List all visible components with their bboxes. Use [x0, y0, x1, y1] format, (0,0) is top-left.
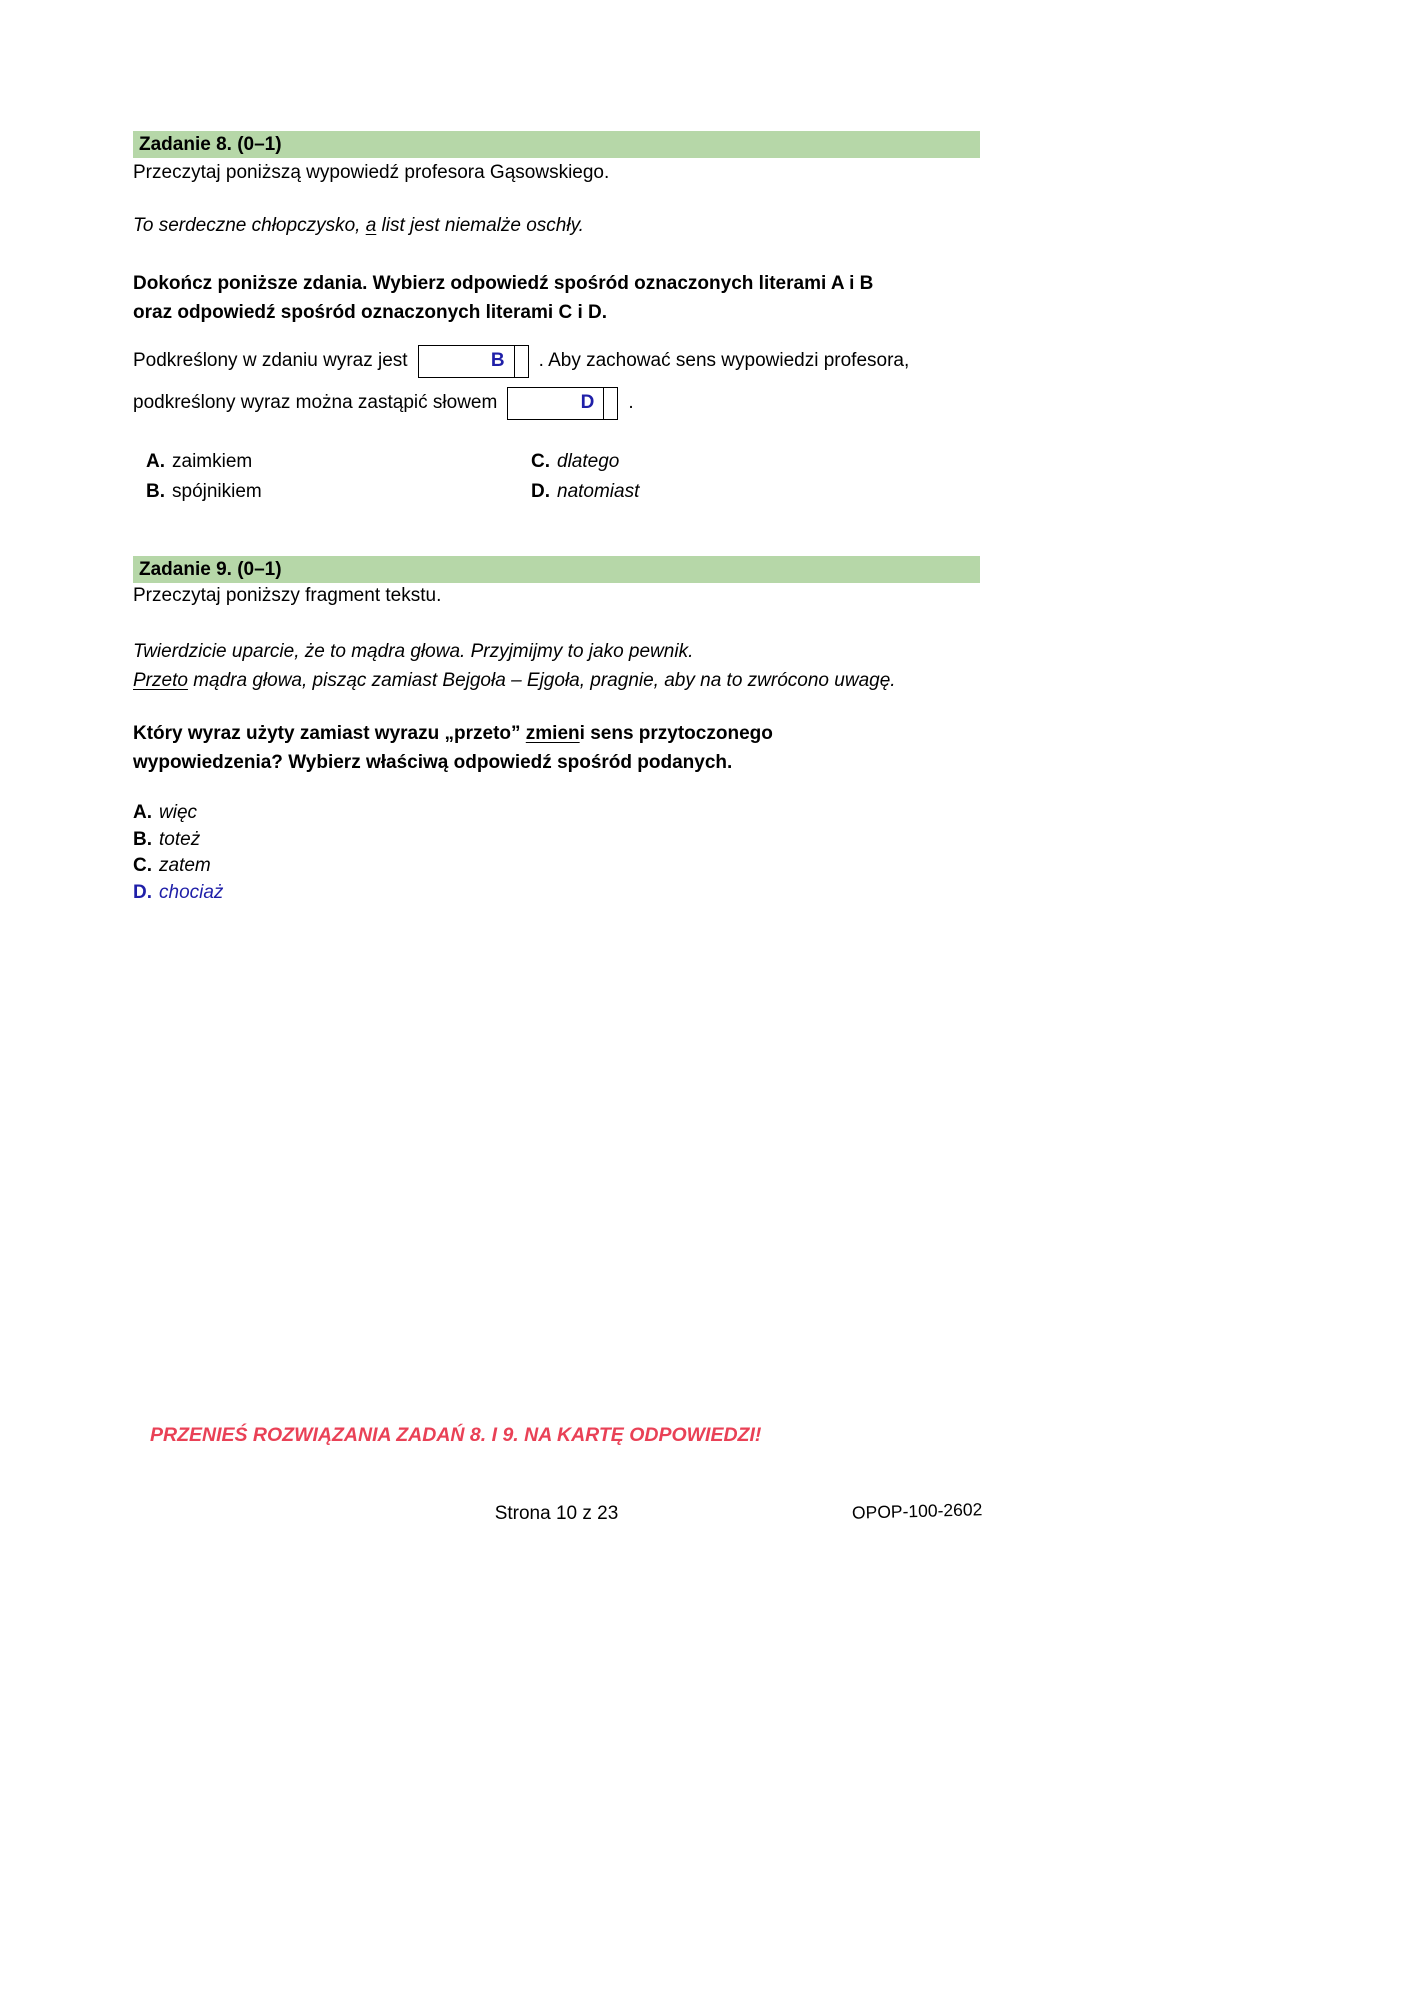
task9-option-d-letter: D. — [133, 881, 152, 903]
task8-sentence-1 — [133, 340, 980, 382]
task9-options — [133, 800, 980, 906]
task8-instruction-line2: oraz odpowiedź spośród oznaczonych literami C i D. — [133, 302, 608, 323]
task8-instruction-line1: Dokończ poniższe zdania. Wybierz odpowiedź spośród oznaczonych literami A i B — [133, 273, 874, 294]
task9-option-c — [133, 853, 980, 880]
task9-intro — [133, 585, 980, 607]
task8-option-d — [531, 477, 993, 507]
task9-quote — [133, 637, 980, 695]
task8-quote-underlined-word: a — [365, 215, 377, 236]
task9-option-a-letter: A. — [133, 802, 152, 823]
task8-option-a-text: zaimkiem — [172, 451, 253, 472]
task8-sentence-1-post: . Aby zachować sens wypowiedzi profesora, — [538, 350, 910, 371]
task8-sentence-2-post: . — [628, 392, 634, 413]
task9-option-c-text: zatem — [159, 855, 211, 876]
task8-answer-1-value: B — [419, 346, 515, 377]
task8-quote — [133, 215, 980, 237]
task9-question-line1-pre: Który wyraz użyty zamiast wyrazu „przeto” — [133, 723, 526, 744]
task9-option-c-letter: C. — [133, 855, 152, 876]
task8-quote-pre: To serdeczne chłopczysko, — [133, 215, 366, 236]
task8-sentence-2 — [133, 382, 980, 424]
task8-option-a — [146, 447, 531, 477]
task8-option-c-text: dlatego — [557, 451, 620, 472]
task9-quote-line1: Twierdzicie uparcie, że to mądra głowa. Przyjmijmy to jako pewnik. — [133, 641, 694, 662]
page-number: Strona 10 z 23 — [494, 1503, 619, 1524]
task9-question-underlined: zmien — [525, 723, 580, 744]
task9-question-line1-post: i sens przytoczonego — [579, 723, 773, 744]
task8-option-d-letter: D. — [531, 481, 550, 502]
task9-intro-text: Przeczytaj poniższy fragment tekstu. — [133, 585, 442, 606]
task8-option-a-letter: A. — [146, 451, 165, 472]
task8-answer-box-2[interactable] — [507, 387, 618, 420]
exam-code: OPOP-100-2602 — [851, 1499, 983, 1523]
task8-sentence-1-pre: Podkreślony w zdaniu wyraz jest — [133, 350, 408, 371]
task8-answer-box-1-empty-cell — [515, 346, 528, 377]
task8-answer-2-value: D — [508, 388, 604, 419]
task8-option-b-letter: B. — [146, 481, 165, 502]
task8-intro-text: Przeczytaj poniższą wypowiedź profesora Gąsowskiego. — [133, 162, 610, 183]
task9-option-b-letter: B. — [133, 828, 152, 850]
task8-sentence-2-pre: podkreślony wyraz można zastąpić słowem — [133, 392, 498, 413]
task8-answer-box-1[interactable] — [418, 345, 529, 378]
task9-question — [133, 719, 980, 777]
task8-fill-block — [133, 340, 980, 424]
task9-option-b-text: toteż — [159, 828, 201, 850]
task8-option-b — [146, 477, 531, 507]
task9-quote-line2 — [133, 666, 980, 695]
task8-option-b-text: spójnikiem — [172, 481, 262, 502]
task8-quote-post: list jest niemalże oschły. — [376, 215, 584, 236]
task9-question-line2: wypowiedzenia? Wybierz właściwą odpowiedź spośród podanych. — [133, 752, 733, 773]
task9-option-a-text: więc — [159, 802, 198, 823]
task8-instruction — [133, 269, 980, 327]
task9-quote-line2-rest: mądra głowa, pisząc zamiast Bejgoła – Ejgoła, pragnie, aby na to zwrócono uwagę. — [187, 670, 896, 691]
task8-intro — [133, 162, 980, 184]
task8-option-c — [531, 447, 993, 477]
task9-option-d — [133, 880, 980, 907]
task8-answer-box-2-empty-cell — [604, 388, 617, 419]
task8-option-c-letter: C. — [531, 451, 550, 472]
task8-options — [146, 447, 993, 507]
task8-header-bar — [133, 131, 980, 158]
transfer-answers-notice: PRZENIEŚ ROZWIĄZANIA ZADAŃ 8. I 9. NA KARTĘ ODPOWIEDZI! — [150, 1424, 762, 1446]
task8-header-title: Zadanie 8. (0–1) — [139, 134, 282, 155]
task9-header-title: Zadanie 9. (0–1) — [139, 559, 282, 580]
task9-option-a — [133, 800, 980, 827]
task9-header-bar — [133, 556, 980, 583]
task9-question-line1 — [133, 719, 980, 748]
task9-option-b — [133, 827, 980, 854]
task9-option-d-text: chociaż — [159, 881, 224, 903]
task8-option-d-text: natomiast — [557, 481, 640, 502]
task9-quote-underlined-word: Przeto — [133, 670, 188, 691]
